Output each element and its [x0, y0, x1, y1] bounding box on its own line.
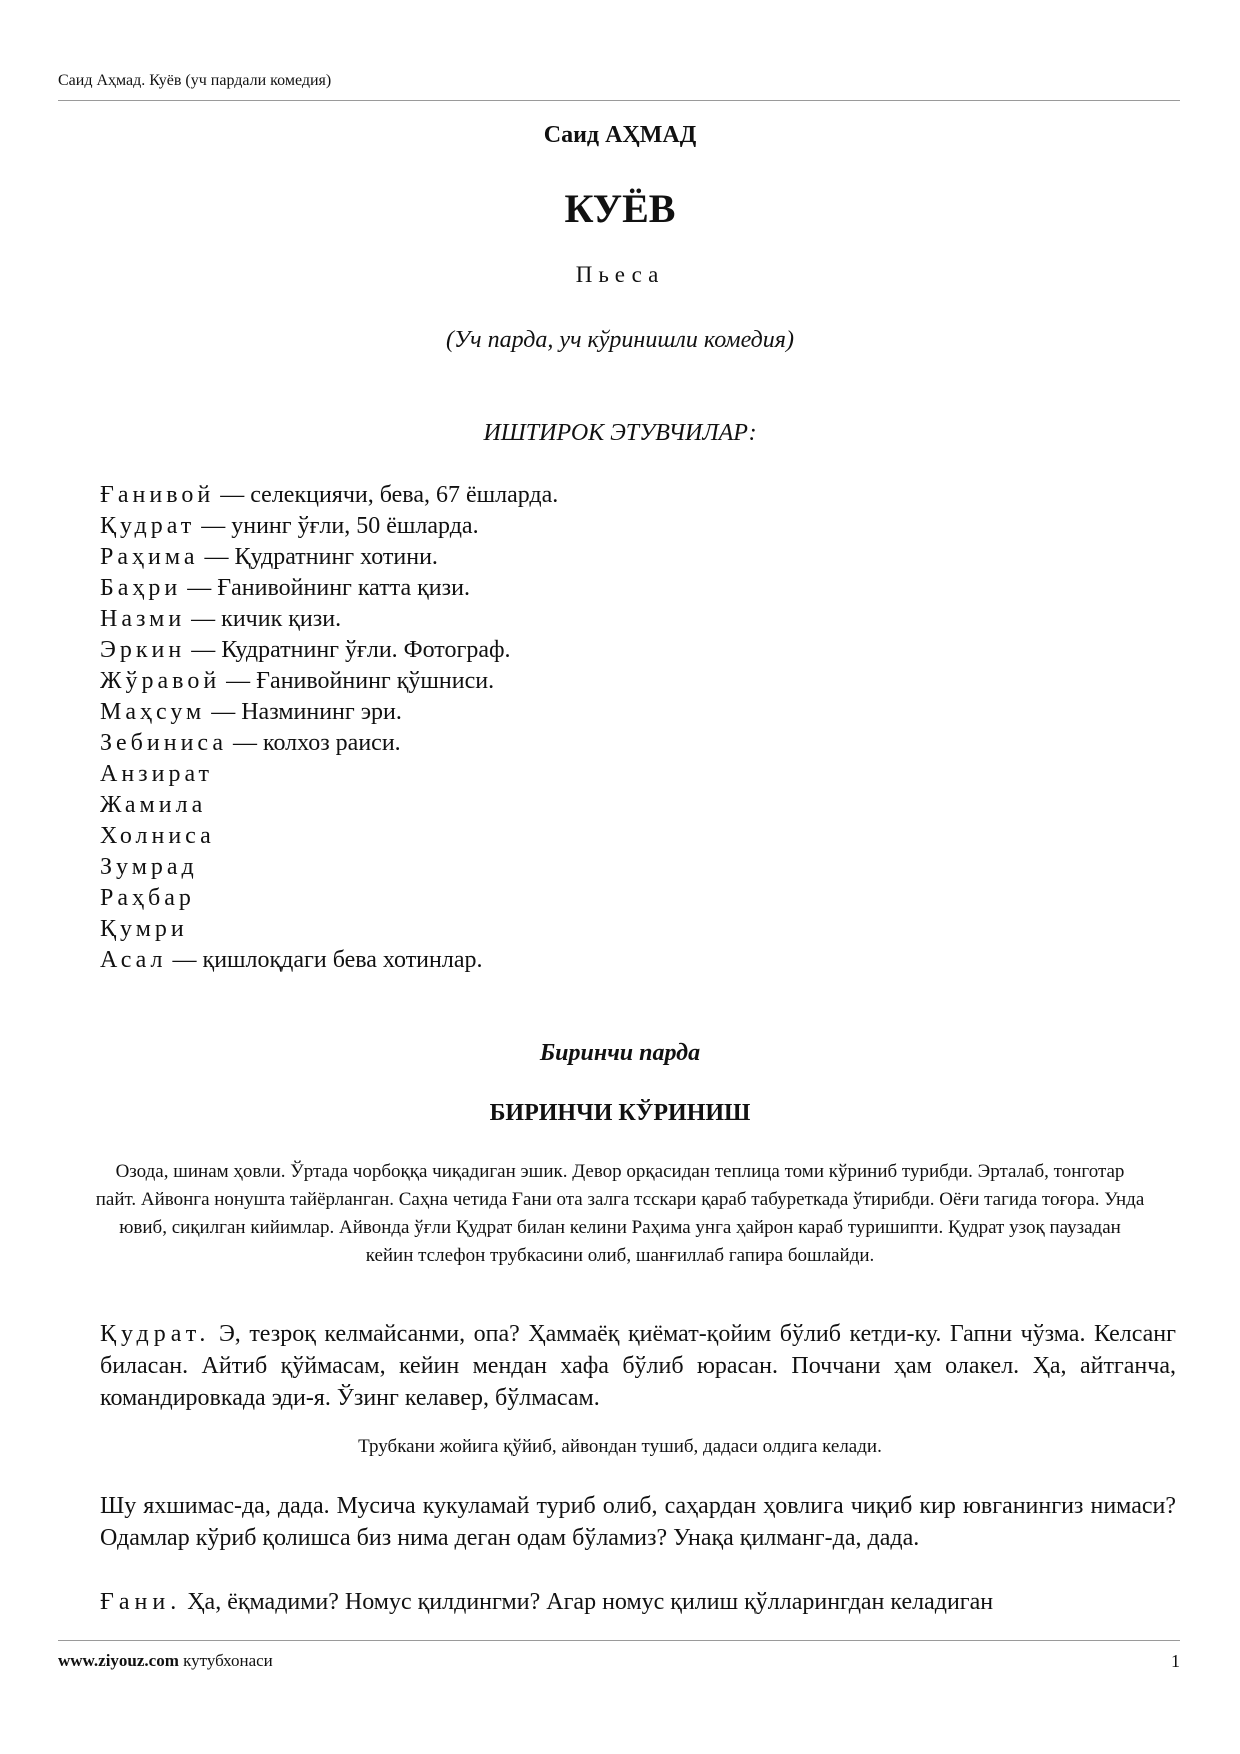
stage-direction: Озода, шинам ҳовли. Ўртада чорбоққа чиқадиган эшик. Девор орқасидан теплица томи кўриниб турибди. Эрталаб, тонготар пайт. Айвонга нонушта тайёрланган. Саҳна четида Ғани ота залга тсскари қараб табуреткада ўтирибди. Оёғи тагида тоғора. Унда ювиб, сиқилган кийимлар. Айвонда ўғли Қудрат билан келини Раҳима унга ҳайрон караб туришипти. Қудрат узоқ паузадан кейин тслефон трубкасини олиб, шанғиллаб гапира бошлайди.	[95, 1161, 1145, 1266]
act-heading: Биринчи парда	[539, 1040, 701, 1066]
character-name: Жамила	[100, 792, 207, 818]
character-description: — Ғанивойнинг қўшниси.	[220, 668, 495, 694]
play-subtitle: (Уч парда, уч кўринишли комедия)	[446, 327, 794, 353]
speaker-name: Ғани.	[100, 1589, 182, 1615]
stage-direction: Трубкани жойига қўйиб, айвондан тушиб, дадаси олдига келади.	[358, 1436, 882, 1457]
footer-site-suffix: кутубхонаси	[178, 1651, 273, 1670]
character-description: — Кудратнинг ўғли. Фотограф.	[185, 637, 511, 663]
character-name: Жўравой	[100, 668, 221, 694]
cast-item	[100, 914, 558, 945]
character-name: Қумри	[100, 916, 188, 942]
dialogue-paragraph	[100, 1318, 1176, 1414]
speaker-name: Қудрат.	[100, 1321, 211, 1347]
character-name: Зумрад	[100, 854, 198, 880]
cast-item	[100, 573, 558, 604]
character-name: Зебиниса	[100, 730, 228, 756]
cast-item	[100, 666, 558, 697]
cast-item	[100, 604, 558, 635]
dialogue-paragraph	[100, 1490, 1176, 1554]
character-name: Анзират	[100, 761, 214, 787]
cast-item	[100, 883, 558, 914]
footer-site-link[interactable]: www.ziyouz.com	[58, 1651, 179, 1670]
cast-item	[100, 852, 558, 883]
character-name: Раҳбар	[100, 885, 195, 911]
character-name: Холниса	[100, 823, 215, 849]
speech-text: Ҳа, ёқмадими? Номус қилдингми? Агар номус қилиш қўлларингдан келадиган	[181, 1589, 994, 1615]
character-name: Эркин	[100, 637, 186, 663]
cast-heading: ИШТИРОК ЭТУВЧИЛАР:	[483, 420, 757, 446]
character-name: Баҳри	[100, 575, 182, 601]
cast-list	[100, 480, 558, 976]
character-description: — унинг ўғли, 50 ёшларда.	[195, 513, 479, 539]
cast-item	[100, 945, 558, 976]
speech-text: Шу яхшимас-да, дада. Мусича кукуламай туриб олиб, саҳардан ҳовлига чиқиб кир ювганингиз нимаси? Одамлар кўриб қолишса биз нима деган одам бўламиз? Унақа қилманг-да, дада.	[100, 1493, 1176, 1551]
character-description: — Қудратнинг хотини.	[198, 544, 438, 570]
play-title: КУЁВ	[564, 186, 676, 231]
page-number: 1	[1171, 1651, 1180, 1671]
cast-item	[100, 480, 558, 511]
cast-item	[100, 759, 558, 790]
cast-item	[100, 821, 558, 852]
character-name: Раҳима	[100, 544, 199, 570]
cast-item	[100, 697, 558, 728]
cast-item	[100, 728, 558, 759]
character-description: — Ғанивойнинг катта қизи.	[181, 575, 470, 601]
character-description: — Назмининг эри.	[205, 699, 402, 725]
cast-item	[100, 790, 558, 821]
character-description: — қишлоқдаги бева хотинлар.	[166, 947, 483, 973]
character-name: Ғанивой	[100, 482, 215, 508]
character-name: Қудрат	[100, 513, 196, 539]
cast-item	[100, 542, 558, 573]
dialogue-paragraph	[100, 1586, 1176, 1620]
character-description: — селекциячи, бева, 67 ёшларда.	[214, 482, 559, 508]
character-name: Назми	[100, 606, 186, 632]
character-description: — кичик қизи.	[185, 606, 342, 632]
play-genre: Пьеса	[575, 262, 665, 287]
character-name: Маҳсум	[100, 699, 206, 725]
speech-text: Э, тезроқ келмайсанми, опа? Ҳаммаёқ қиёмат-қойим бўлиб кетди-ку. Гапни чўзма. Келсанг биласан. Айтиб қўймасам, кейин мендан хафа бўлиб юрасан. Поччани ҳам олакел. Ҳа, айтганча, командировкада эди-я. Ўзинг келавер, бўлмасам.	[100, 1321, 1176, 1411]
character-name: Асал	[100, 947, 167, 973]
running-header	[58, 72, 1180, 101]
running-title: Саид Аҳмад. Куёв (уч пардали комедия)	[58, 72, 332, 89]
author-name: Саид АҲМАД	[543, 122, 697, 148]
cast-item	[100, 635, 558, 666]
cast-item	[100, 511, 558, 542]
scene-heading: БИРИНЧИ КЎРИНИШ	[489, 1100, 751, 1126]
character-description: — колхоз раиси.	[227, 730, 401, 756]
page-footer	[58, 1640, 1180, 1671]
